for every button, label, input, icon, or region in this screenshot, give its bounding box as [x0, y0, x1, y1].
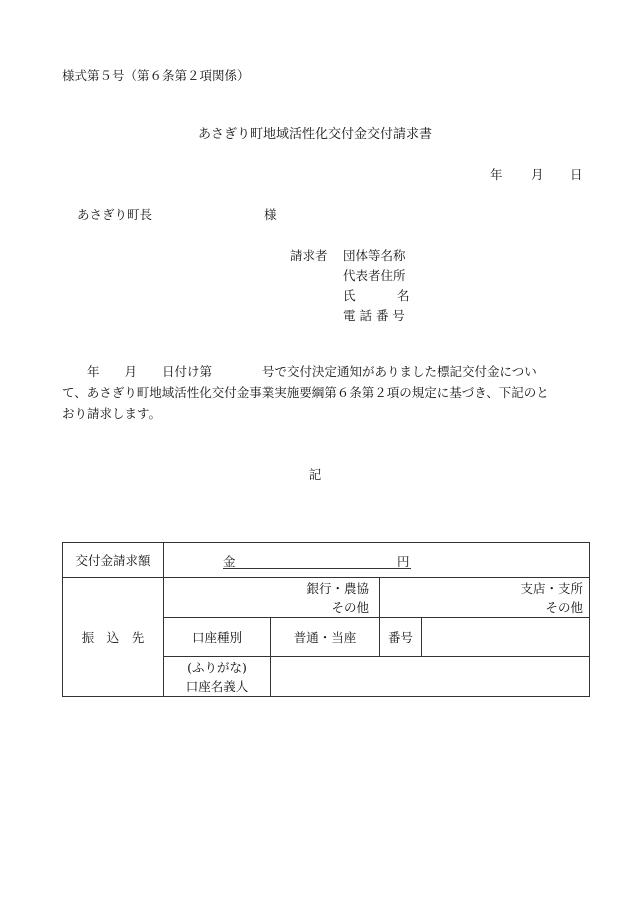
- branch-name-cell[interactable]: [380, 578, 590, 618]
- date-day: 日: [570, 167, 583, 182]
- date-month: 月: [531, 167, 544, 182]
- account-type-label-cell: [164, 618, 271, 657]
- body-line-2: て、あさぎり町地域活性化交付金事業実施要綱第６条第２項の規定に基づき、下記のと: [62, 385, 549, 400]
- requester-name-a: 氏: [343, 288, 356, 303]
- account-holder-label-cell: [164, 657, 271, 697]
- requester-label: 請求者: [290, 248, 328, 263]
- account-holder-value-cell[interactable]: [271, 657, 590, 697]
- account-type-value-cell[interactable]: [271, 618, 380, 657]
- request-body: [62, 361, 589, 424]
- requester-name-b: 名: [397, 288, 410, 303]
- addressee-name: あさぎり町長: [77, 207, 153, 222]
- transfer-label: 振 込 先: [81, 630, 145, 645]
- ki-heading: 記: [308, 467, 322, 482]
- branch-line-2: その他: [545, 599, 583, 615]
- amount-row: [63, 543, 590, 578]
- body-line-1: 年 月 日付け第 号で交付決定通知がありました標記交付金につい: [62, 364, 537, 379]
- account-holder-label: 口座名義人: [185, 678, 249, 694]
- requester-phone: 電 話 番 号: [343, 308, 405, 323]
- request-table: [62, 542, 590, 697]
- bank-name-cell[interactable]: [164, 578, 380, 618]
- account-number-value-cell[interactable]: [422, 618, 590, 657]
- bank-line-2: その他: [331, 599, 369, 615]
- amount-underline: [223, 568, 411, 569]
- amount-label: 交付金請求額: [75, 553, 151, 568]
- amount-value-cell[interactable]: [164, 543, 590, 578]
- requester-org-name: 団体等名称: [343, 248, 406, 263]
- account-type-label: 口座種別: [191, 630, 242, 645]
- amount-unit: 円: [397, 554, 410, 569]
- form-number: 様式第５号（第６条第２項関係）: [62, 68, 250, 83]
- date-year: 年: [490, 167, 503, 182]
- branch-line-1: 支店・支所: [520, 580, 583, 596]
- bank-line-1: 銀行・農協: [306, 580, 369, 596]
- account-type-value: 普通・当座: [293, 630, 357, 645]
- account-number-label: 番号: [387, 630, 413, 645]
- furigana-label: (ふりがな): [187, 659, 247, 675]
- document-title: あさぎり町地域活性化交付金交付請求書: [197, 127, 432, 142]
- amount-label-cell: [63, 543, 164, 578]
- account-number-label-cell: [380, 618, 422, 657]
- addressee-honorific: 様: [264, 207, 277, 222]
- body-line-3: おり請求します。: [62, 406, 162, 421]
- transfer-label-cell: [63, 578, 164, 697]
- requester-rep-address: 代表者住所: [343, 268, 406, 283]
- amount-prefix: 金: [223, 554, 236, 569]
- bank-row: [63, 578, 590, 618]
